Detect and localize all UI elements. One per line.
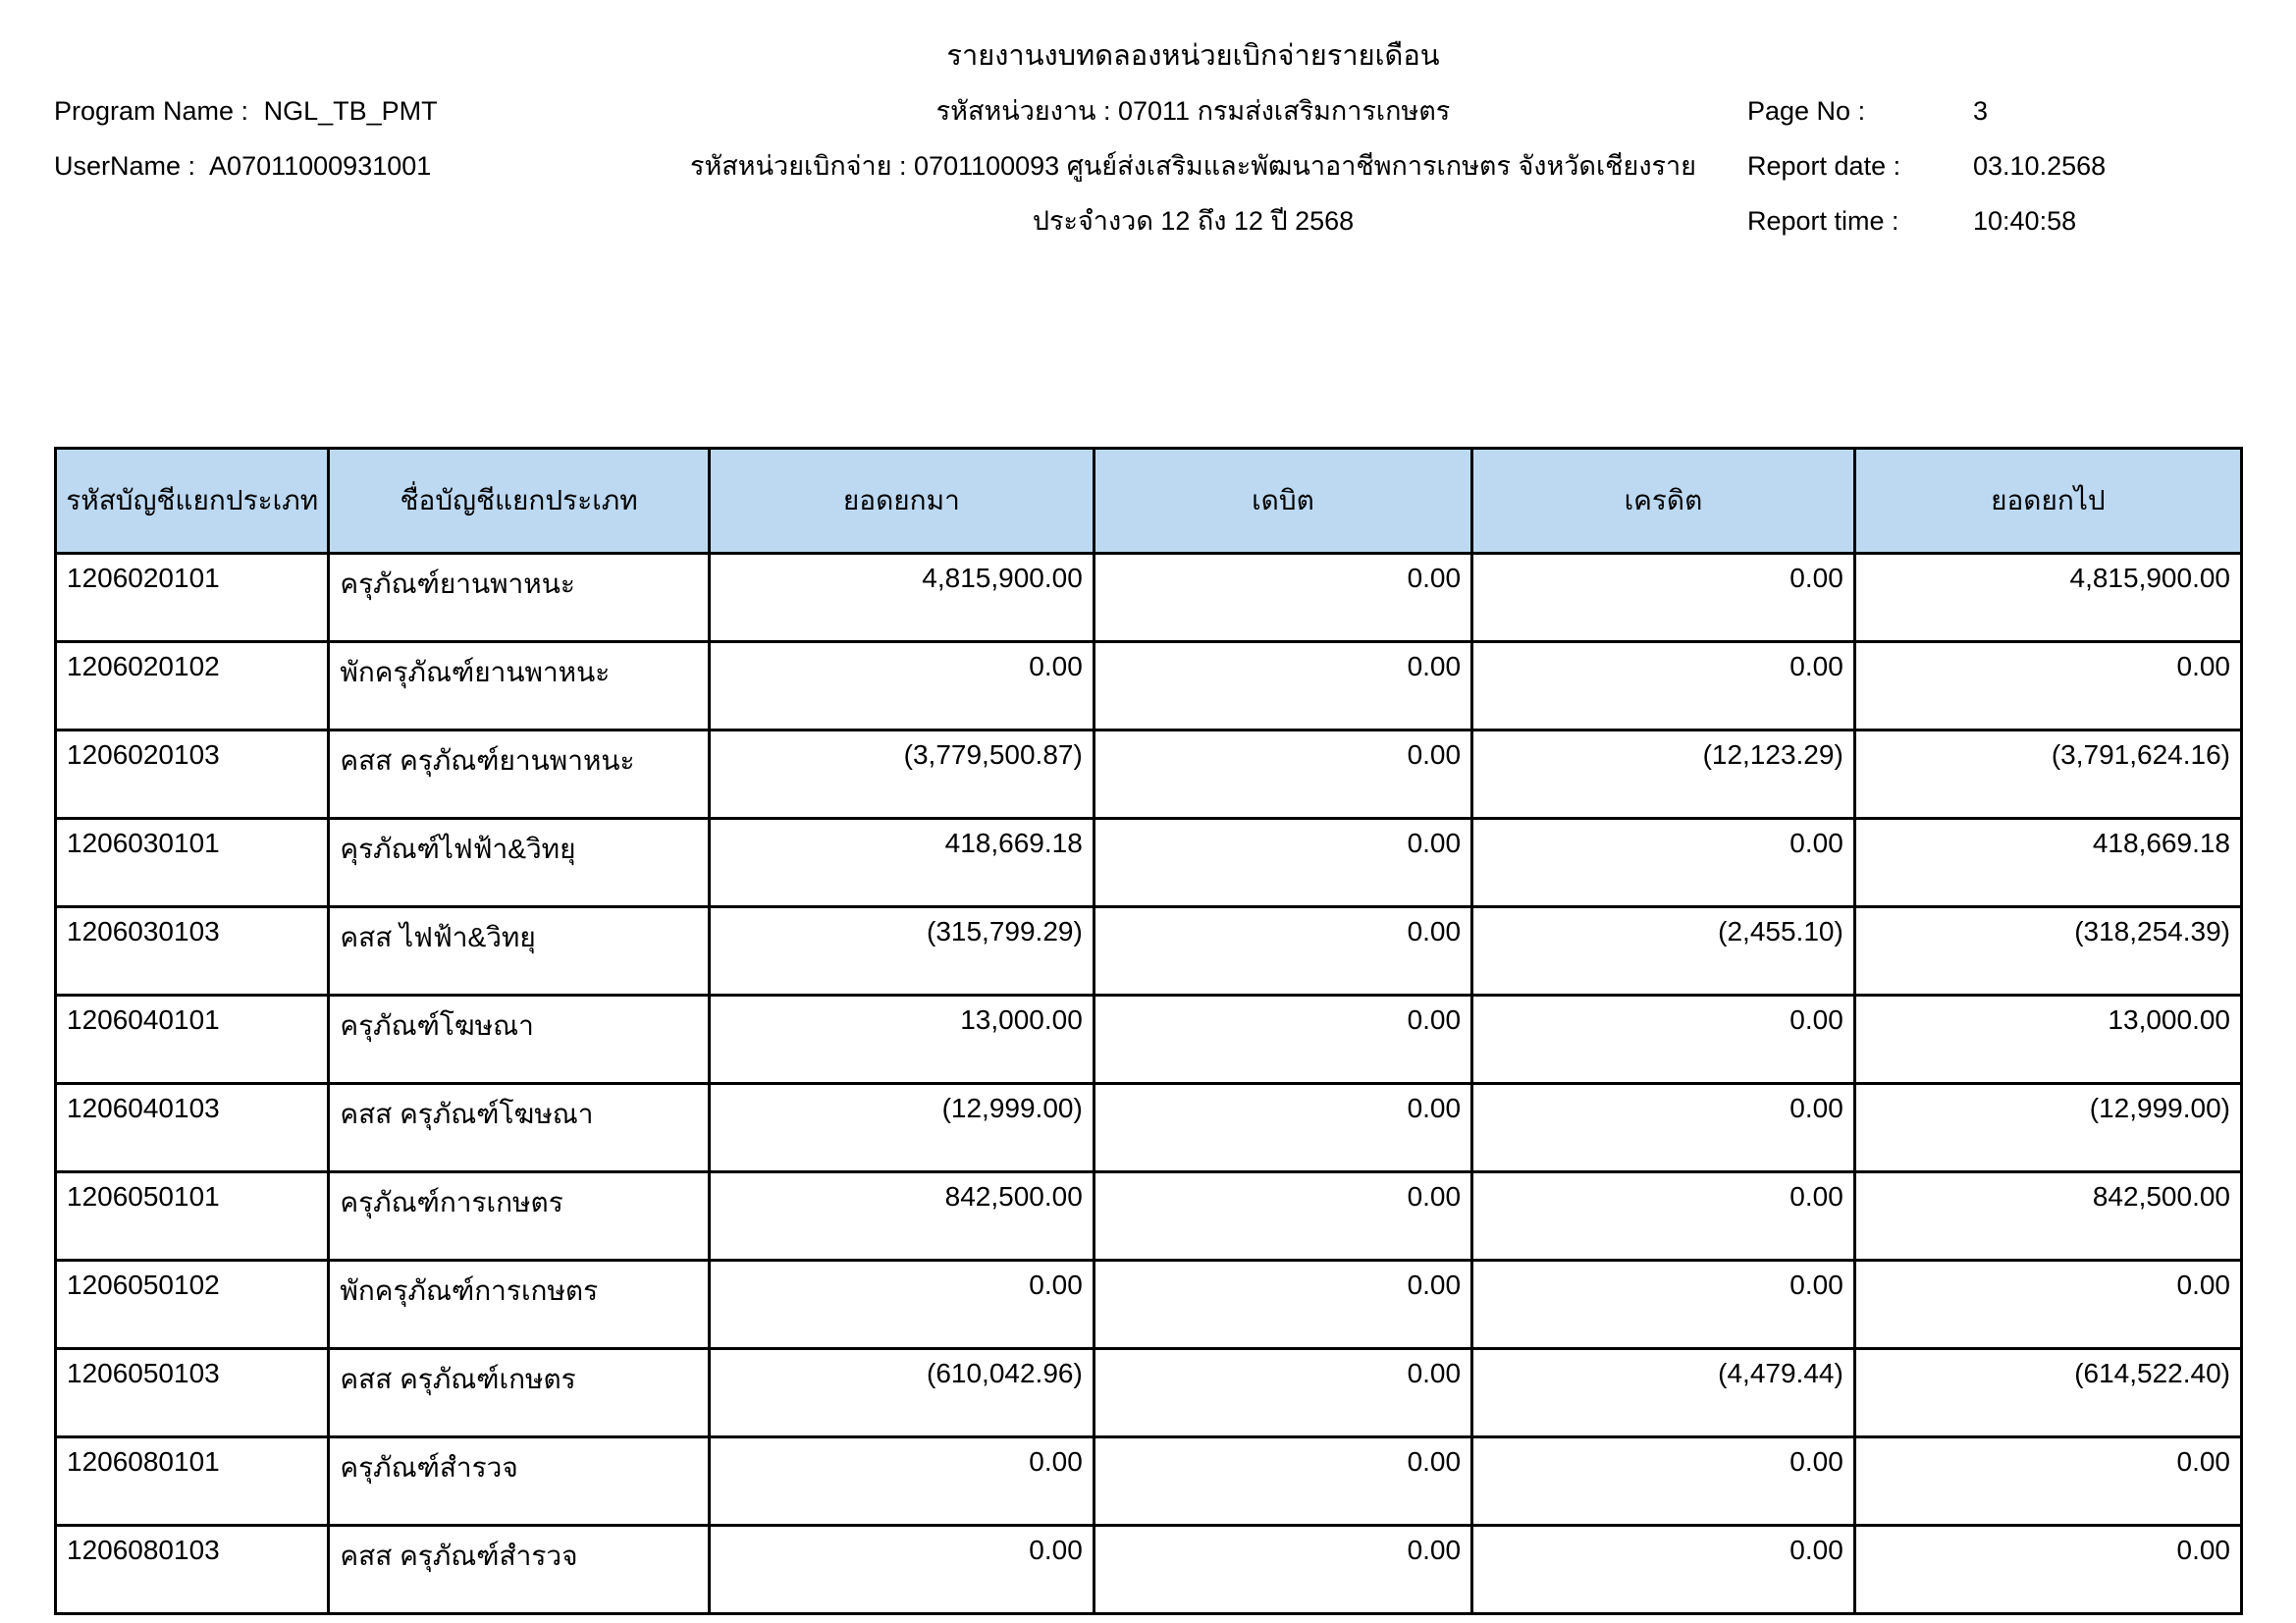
amount-cell: 0.00 [1472, 642, 1855, 730]
amount-cell: 0.00 [709, 1437, 1094, 1526]
account-name-cell: คสส ครุภัณฑ์โฆษณา [329, 1084, 709, 1172]
amount-cell: 4,815,900.00 [709, 554, 1094, 642]
account-code-cell: 1206050102 [56, 1261, 329, 1349]
table-row [56, 554, 2242, 642]
amount-cell: 13,000.00 [709, 996, 1094, 1084]
amount-cell: (318,254.39) [1854, 907, 2241, 996]
account-name-cell: ครุภัณฑ์สำรวจ [329, 1437, 709, 1526]
amount-cell: (12,123.29) [1472, 730, 1855, 819]
account-name-cell: พักครุภัณฑ์ยานพาหนะ [329, 642, 709, 730]
page-no-value: 3 [1973, 96, 1989, 126]
amount-cell: 0.00 [1094, 1349, 1471, 1437]
table-row [56, 1172, 2242, 1261]
program-name-value: NGL_TB_PMT [263, 96, 438, 126]
account-code-cell: 1206030103 [56, 907, 329, 996]
account-code-cell: 1206080101 [56, 1437, 329, 1526]
amount-cell: 842,500.00 [709, 1172, 1094, 1261]
amount-cell: 0.00 [1094, 1437, 1471, 1526]
amount-cell: 0.00 [1854, 1261, 2241, 1349]
amount-cell: 0.00 [1472, 819, 1855, 907]
column-header: ยอดยกมา [709, 449, 1094, 554]
table-row [56, 1084, 2242, 1172]
account-code-cell: 1206050103 [56, 1349, 329, 1437]
amount-cell: 0.00 [1854, 1437, 2241, 1526]
account-name-cell: คสส ครุภัณฑ์ยานพาหนะ [329, 730, 709, 819]
amount-cell: (3,779,500.87) [709, 730, 1094, 819]
amount-cell: 0.00 [1472, 996, 1855, 1084]
amount-cell: 842,500.00 [1854, 1172, 2241, 1261]
amount-cell: (610,042.96) [709, 1349, 1094, 1437]
account-code-cell: 1206040101 [56, 996, 329, 1084]
page-no-label: Page No : [1747, 96, 1866, 126]
amount-cell: 0.00 [1094, 1526, 1471, 1614]
amount-cell: 0.00 [1094, 642, 1471, 730]
amount-cell: (2,455.10) [1472, 907, 1855, 996]
amount-cell: 0.00 [1094, 554, 1471, 642]
amount-cell: (4,479.44) [1472, 1349, 1855, 1437]
amount-cell: 0.00 [1472, 1437, 1855, 1526]
amount-cell: 4,815,900.00 [1854, 554, 2241, 642]
table-row [56, 1261, 2242, 1349]
account-code-cell: 1206020101 [56, 554, 329, 642]
amount-cell: 0.00 [1094, 1084, 1471, 1172]
amount-cell: 0.00 [1094, 819, 1471, 907]
table-row [56, 996, 2242, 1084]
period-line: ประจำงวด 12 ถึง 12 ปี 2568 [1032, 206, 1355, 236]
column-header: ชื่อบัญชีแยกประเภท [329, 449, 709, 554]
account-name-cell: ครุภัณฑ์โฆษณา [329, 996, 709, 1084]
account-name-cell: คสส ครุภัณฑ์สำรวจ [329, 1526, 709, 1614]
table-body [56, 554, 2242, 1614]
amount-cell: (614,522.40) [1854, 1349, 2241, 1437]
amount-cell: 0.00 [1094, 907, 1471, 996]
column-header: เดบิต [1094, 449, 1471, 554]
account-code-cell: 1206020102 [56, 642, 329, 730]
amount-cell: 0.00 [1094, 1172, 1471, 1261]
amount-cell: 0.00 [709, 1526, 1094, 1614]
account-name-cell: ครุภัณฑ์ยานพาหนะ [329, 554, 709, 642]
table-row [56, 1349, 2242, 1437]
column-header: ยอดยกไป [1854, 449, 2241, 554]
amount-cell: 0.00 [1854, 642, 2241, 730]
account-name-cell: คสส ครุภัณฑ์เกษตร [329, 1349, 709, 1437]
amount-cell: 418,669.18 [1854, 819, 2241, 907]
amount-cell: 418,669.18 [709, 819, 1094, 907]
table-row [56, 1526, 2242, 1614]
amount-cell: 0.00 [1854, 1526, 2241, 1614]
report-title: รายงานงบทดลองหน่วยเบิกจ่ายรายเดือน [946, 40, 1440, 72]
amount-cell: 0.00 [1094, 730, 1471, 819]
amount-cell: 0.00 [1094, 996, 1471, 1084]
account-code-cell: 1206020103 [56, 730, 329, 819]
username-value: A07011000931001 [209, 151, 432, 181]
column-header: เครดิต [1472, 449, 1855, 554]
table-header-row [56, 449, 2242, 554]
amount-cell: 0.00 [1472, 554, 1855, 642]
account-name-cell: คุรภัณฑ์ไฟฟ้า&วิทยุ [329, 819, 709, 907]
amount-cell: (3,791,624.16) [1854, 730, 2241, 819]
amount-cell: (315,799.29) [709, 907, 1094, 996]
amount-cell: 0.00 [1472, 1261, 1855, 1349]
account-code-cell: 1206080103 [56, 1526, 329, 1614]
amount-cell: 0.00 [709, 1261, 1094, 1349]
table-row [56, 819, 2242, 907]
trial-balance-table [54, 447, 2243, 1615]
table-row [56, 730, 2242, 819]
account-code-cell: 1206050101 [56, 1172, 329, 1261]
account-code-cell: 1206040103 [56, 1084, 329, 1172]
amount-cell: 0.00 [1472, 1172, 1855, 1261]
table-row [56, 1437, 2242, 1526]
account-name-cell: คสส ไฟฟ้า&วิทยุ [329, 907, 709, 996]
column-header: รหัสบัญชีแยกประเภท [56, 449, 329, 554]
account-name-cell: พักครุภัณฑ์การเกษตร [329, 1261, 709, 1349]
report-time-label: Report time : [1747, 206, 1899, 236]
program-name-label: Program Name : [54, 96, 249, 126]
table-row [56, 642, 2242, 730]
amount-cell: (12,999.00) [1854, 1084, 2241, 1172]
account-code-cell: 1206030101 [56, 819, 329, 907]
amount-cell: 13,000.00 [1854, 996, 2241, 1084]
account-name-cell: ครุภัณฑ์การเกษตร [329, 1172, 709, 1261]
agency-code-line: รหัสหน่วยงาน : 07011 กรมส่งเสริมการเกษตร [935, 96, 1451, 126]
report-time-value: 10:40:58 [1973, 206, 2077, 236]
table-row [56, 907, 2242, 996]
report-date-value: 03.10.2568 [1973, 151, 2107, 181]
amount-cell: 0.00 [1472, 1084, 1855, 1172]
amount-cell: (12,999.00) [709, 1084, 1094, 1172]
disbursing-unit-line: รหัสหน่วยเบิกจ่าย : 0701100093 ศูนย์ส่งเสริมและพัฒนาอาชีพการเกษตร จังหวัดเชียงราย [690, 151, 1696, 181]
amount-cell: 0.00 [709, 642, 1094, 730]
amount-cell: 0.00 [1094, 1261, 1471, 1349]
report-date-label: Report date : [1747, 151, 1901, 181]
amount-cell: 0.00 [1472, 1526, 1855, 1614]
username-label: UserName : [54, 151, 196, 181]
